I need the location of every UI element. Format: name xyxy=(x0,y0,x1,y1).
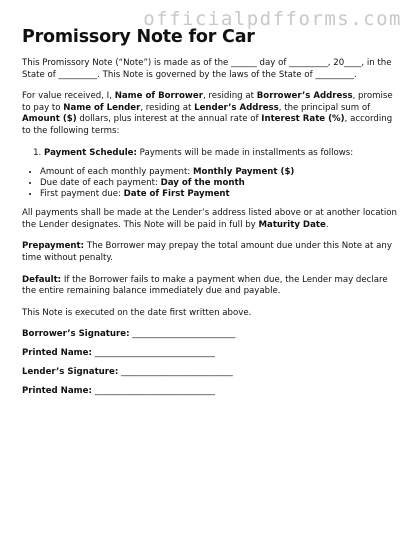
terms-text: , residing at xyxy=(202,91,257,102)
list-item-text: First payment due: xyxy=(40,189,124,200)
terms-text: , promise to pay to xyxy=(22,91,393,113)
payment-schedule-text: Payments will be made in installments as follows: xyxy=(136,147,354,158)
intro-text: This Promissory Note (“Note”) is made as of the ______ day of _________, 20____, in the State of _________. This Note is governed by the laws of the State of _________. xyxy=(22,58,392,80)
watermark: officialpdfforms.com xyxy=(143,8,402,30)
maturity-date-field: Maturity Date xyxy=(258,219,326,230)
terms-list xyxy=(22,148,400,160)
payments-text-end: . xyxy=(325,219,329,230)
monthly-payment-field: Monthly Payment ($) xyxy=(192,167,295,178)
document-body xyxy=(22,26,400,405)
lender-name-field: Name of Lender xyxy=(63,102,141,113)
borrower-address-field: Borrower’s Address xyxy=(256,91,353,102)
terms-text: dollars, plus interest at the annual rate of xyxy=(76,114,262,125)
prepayment-label: Prepayment: xyxy=(22,241,85,252)
default-text: If the Borrower fails to make a payment when due, the Lender may declare the entire remaining balance immediately due and payable. xyxy=(22,274,388,297)
terms-text: , residing at xyxy=(140,102,195,113)
list-item-text: Due date of each payment: xyxy=(40,178,161,189)
signature-label: Lender’s Signature: xyxy=(22,367,119,378)
interest-rate-field: Interest Rate (%) xyxy=(261,114,345,125)
prepayment-paragraph xyxy=(22,241,400,264)
list-item-text: Amount of each monthly payment: xyxy=(40,167,193,178)
document-title: Promissory Note for Car xyxy=(22,27,255,47)
lender-signature-line xyxy=(22,367,400,378)
amount-field: Amount ($) xyxy=(22,114,77,125)
signature-blank: ____________________________ xyxy=(91,386,215,397)
borrower-signature-line xyxy=(22,329,400,340)
signature-blank: ____________________________ xyxy=(91,348,215,359)
installment-list xyxy=(22,167,400,200)
borrower-name-field: Name of Borrower xyxy=(114,91,203,102)
default-label: Default: xyxy=(22,274,62,285)
list-item xyxy=(40,167,400,178)
signature-label: Borrower’s Signature: xyxy=(22,329,130,340)
lender-printed-name-line xyxy=(22,386,400,397)
prepayment-text: The Borrower may prepay the total amount due under this Note at any time without penalty. xyxy=(22,241,392,263)
signature-blank: __________________________ xyxy=(118,367,233,378)
payments-paragraph xyxy=(22,208,400,231)
payments-text: All payments shall be made at the Lender’s address listed above or at another location the Lender designates. This Note will be paid in full by xyxy=(22,208,397,230)
signature-label: Printed Name: xyxy=(22,386,92,397)
terms-text: , the principal sum of xyxy=(278,102,371,113)
terms-text: , according to the following terms: xyxy=(22,114,393,136)
default-paragraph xyxy=(22,275,400,298)
executed-paragraph: This Note is executed on the date first written above. xyxy=(22,307,252,318)
list-item xyxy=(40,189,400,200)
terms-text: For value received, I, xyxy=(22,91,115,102)
payment-schedule-label: Payment Schedule: xyxy=(44,147,137,158)
payment-schedule-item xyxy=(44,148,400,160)
borrower-printed-name-line xyxy=(22,348,400,359)
terms-paragraph xyxy=(22,91,400,137)
signature-label: Printed Name: xyxy=(22,348,92,359)
due-day-field: Day of the month xyxy=(160,178,245,189)
first-payment-field: Date of First Payment xyxy=(123,189,230,200)
list-item xyxy=(40,178,400,189)
lender-address-field: Lender’s Address xyxy=(194,102,279,113)
signature-blank: ________________________ xyxy=(129,329,236,340)
intro-paragraph xyxy=(22,58,400,81)
